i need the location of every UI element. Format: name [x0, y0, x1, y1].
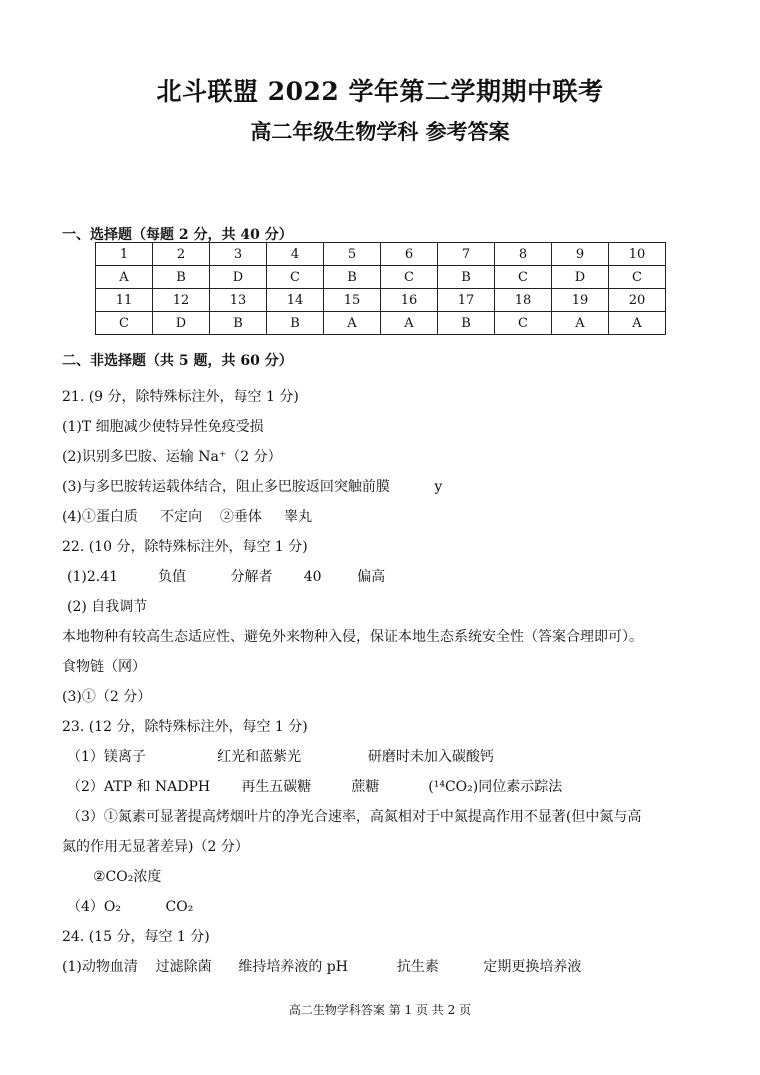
question-number-cell: 18: [495, 289, 552, 312]
answer-line: (1)T 细胞减少使特异性免疫受损: [62, 419, 264, 435]
answer-line: (2) 自我调节: [67, 599, 148, 615]
section-heading-free-response: 二、非选择题（共 5 题，共 60 分）: [62, 353, 293, 369]
answer-cell: B: [267, 312, 324, 335]
question-number-cell: 6: [381, 243, 438, 266]
question-number-cell: 17: [438, 289, 495, 312]
question-number-cell: 20: [609, 289, 666, 312]
answer-line: 食物链（网）: [62, 659, 146, 675]
answer-cell: C: [381, 266, 438, 289]
question-number-cell: 8: [495, 243, 552, 266]
answer-cell: C: [267, 266, 324, 289]
section-heading-multiple-choice: 一、选择题（每题 2 分，共 40 分）: [62, 227, 293, 243]
answer-cell: C: [96, 312, 153, 335]
answer-cell: D: [210, 266, 267, 289]
answer-line: (2)识别多巴胺、运输 Na⁺（2 分）: [62, 449, 282, 465]
question-number-cell: 4: [267, 243, 324, 266]
answer-cell: C: [495, 312, 552, 335]
question-number-cell: 11: [96, 289, 153, 312]
question-number-cell: 7: [438, 243, 495, 266]
question-number-row: [96, 289, 666, 312]
answer-line: (1)2.41 负值 分解者 40 偏高: [67, 569, 386, 585]
answer-cell: B: [438, 266, 495, 289]
question-number-cell: 9: [552, 243, 609, 266]
q21-header: 21. (9 分，除特殊标注外，每空 1 分): [62, 389, 299, 405]
answer-line: 氮的作用无显著差异)（2 分）: [62, 839, 249, 855]
answer-table: [95, 242, 666, 335]
question-number-cell: 13: [210, 289, 267, 312]
question-number-cell: 1: [96, 243, 153, 266]
question-number-cell: 19: [552, 289, 609, 312]
answer-line: （1）镁离子 红光和蓝紫光 研磨时未加入碳酸钙: [67, 749, 494, 765]
answer-cell: D: [552, 266, 609, 289]
answer-row: [96, 266, 666, 289]
answer-line: 本地物种有较高生态适应性、避免外来物种入侵，保证本地生态系统安全性（答案合理即可）。: [62, 629, 643, 645]
answer-line: (3)①（2 分）: [62, 689, 152, 705]
answer-cell: A: [324, 312, 381, 335]
answer-line: ②CO₂浓度: [93, 869, 162, 885]
answer-cell: A: [96, 266, 153, 289]
answer-cell: D: [153, 312, 210, 335]
answer-line: (3)与多巴胺转运载体结合，阻止多巴胺返回突触前膜 y: [62, 479, 443, 495]
answer-cell: B: [438, 312, 495, 335]
question-number-cell: 15: [324, 289, 381, 312]
answer-cell: C: [609, 266, 666, 289]
answer-cell: A: [609, 312, 666, 335]
document-subtitle: 高二年级生物学科 参考答案: [250, 119, 510, 144]
question-number-cell: 5: [324, 243, 381, 266]
question-number-row: [96, 243, 666, 266]
question-number-cell: 14: [267, 289, 324, 312]
page-footer: 高二生物学科答案 第 1 页 共 2 页: [288, 1003, 472, 1017]
q24-header: 24. (15 分，每空 1 分): [62, 929, 210, 945]
question-number-cell: 2: [153, 243, 210, 266]
answer-line: （4）O₂ CO₂: [67, 899, 194, 915]
q23-header: 23. (12 分，除特殊标注外，每空 1 分): [62, 719, 308, 735]
q22-header: 22. (10 分，除特殊标注外，每空 1 分): [62, 539, 308, 555]
answer-cell: A: [552, 312, 609, 335]
answer-cell: A: [381, 312, 438, 335]
answer-cell: C: [495, 266, 552, 289]
question-number-cell: 3: [210, 243, 267, 266]
answer-cell: B: [153, 266, 210, 289]
question-number-cell: 16: [381, 289, 438, 312]
answer-line: (1)动物血清 过滤除菌 维持培养液的 pH 抗生素 定期更换培养液: [62, 959, 582, 975]
answer-line: (4)①蛋白质 不定向 ②垂体 睾丸: [62, 509, 313, 525]
document-title: 北斗联盟 2022 学年第二学期期中联考: [156, 77, 604, 106]
question-number-cell: 12: [153, 289, 210, 312]
answer-cell: B: [324, 266, 381, 289]
answer-cell: B: [210, 312, 267, 335]
answer-line: （3）①氮素可显著提高烤烟叶片的净光合速率，高氮相对于中氮提高作用不显著(但中氮与高: [67, 809, 642, 825]
question-number-cell: 10: [609, 243, 666, 266]
answer-line: （2）ATP 和 NADPH 再生五碳糖 蔗糖 (¹⁴CO₂)同位素示踪法: [67, 779, 563, 795]
answer-row: [96, 312, 666, 335]
